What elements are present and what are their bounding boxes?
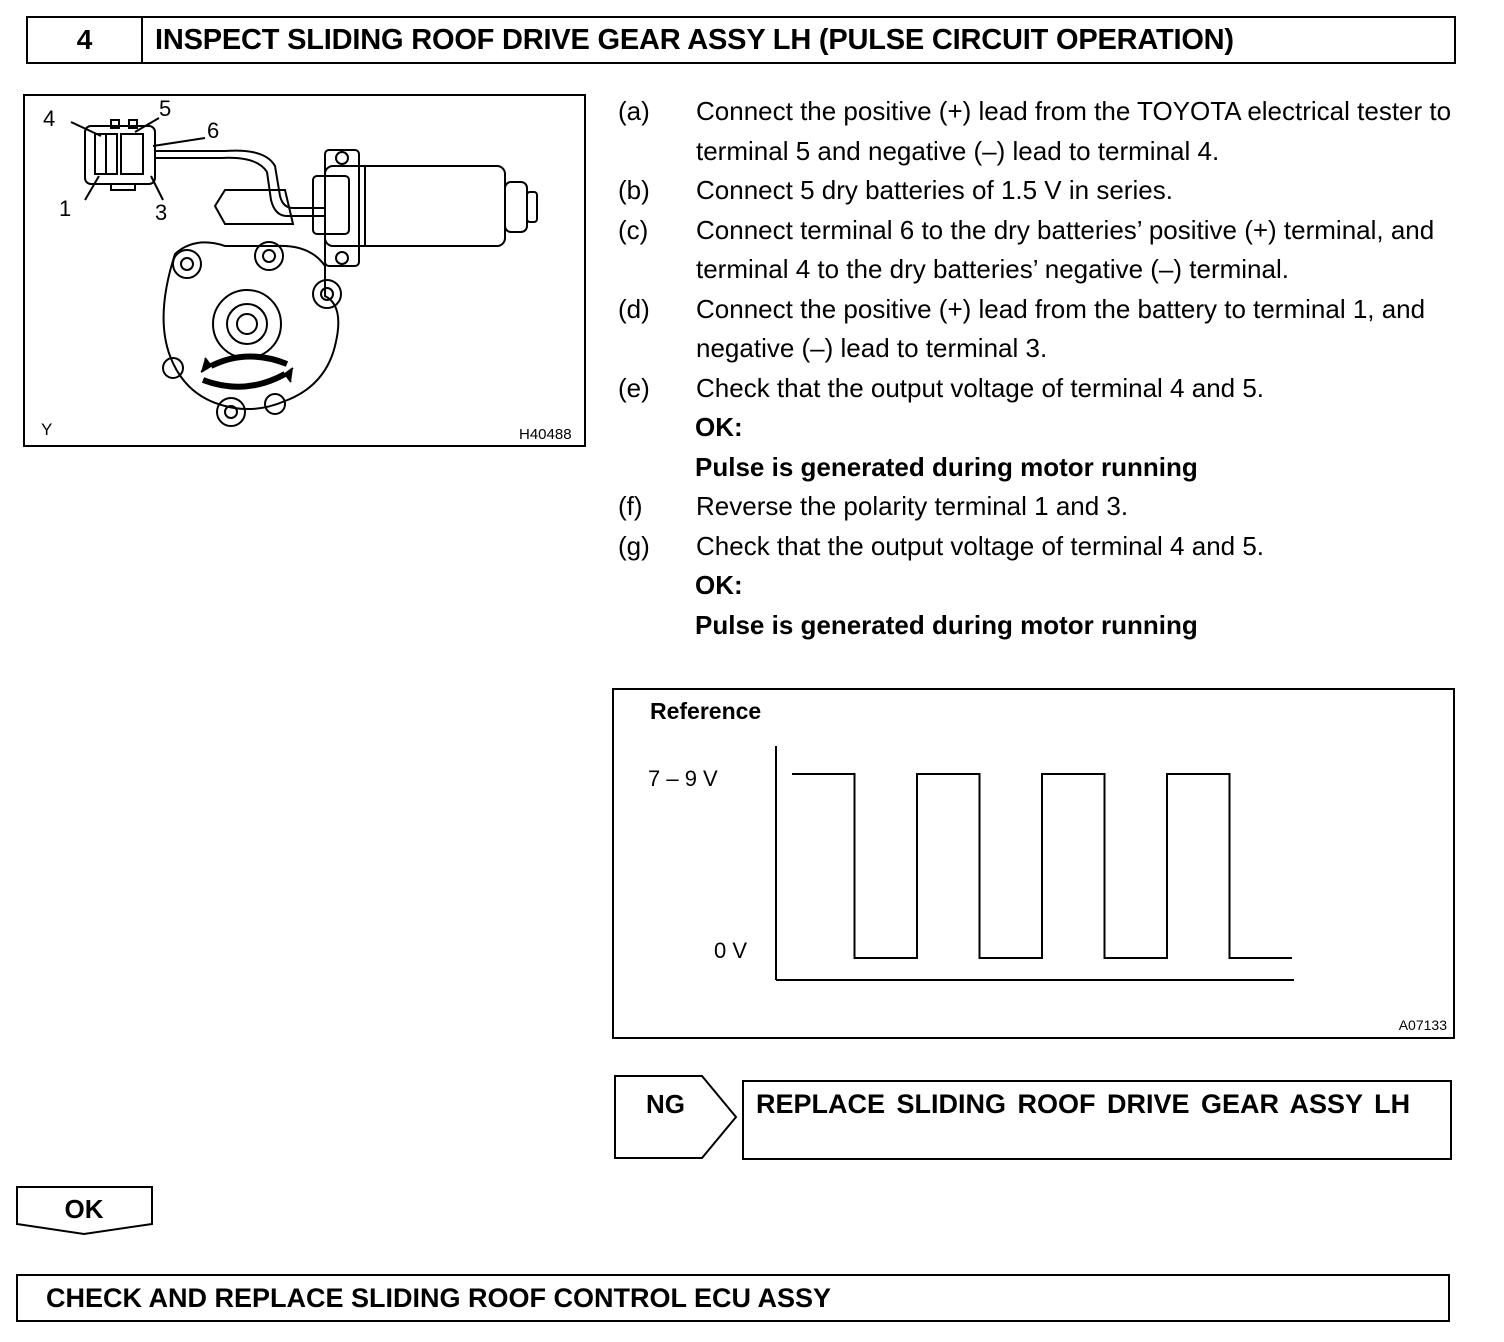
figure-code: H40488 xyxy=(519,426,572,443)
drive-gear-drawing xyxy=(25,96,584,445)
instruction-text: Connect 5 dry batteries of 1.5 V in series. xyxy=(696,175,1173,205)
ok-criteria-label: OK: xyxy=(695,570,743,600)
pulse-series-line xyxy=(792,774,1292,958)
ok-criteria-text: Pulse is generated during motor running xyxy=(695,451,1198,482)
instruction-item xyxy=(614,527,1474,567)
instruction-mark: (d) xyxy=(618,293,650,324)
motor-housing xyxy=(325,166,505,246)
instruction-item xyxy=(614,211,1474,290)
ok-label: OK xyxy=(64,1194,104,1224)
step-number: 4 xyxy=(28,18,143,62)
terminal-label-5: 5 xyxy=(159,96,172,121)
rotation-arrow xyxy=(203,374,285,387)
terminal-label-4: 4 xyxy=(43,106,56,131)
reference-waveform xyxy=(612,688,1455,1039)
instruction-item xyxy=(614,487,1474,527)
instruction-text: Check that the output voltage of terminal 4 and 5. xyxy=(696,530,1265,561)
figure-corner-label: Y xyxy=(41,420,53,439)
instruction-mark: (g) xyxy=(618,530,650,561)
ok-branch-tag xyxy=(16,1186,154,1236)
instruction-text: Connect the positive (+) lead from the battery to terminal 1, and negative (–) lead to terminal 3. xyxy=(696,293,1426,363)
instruction-mark: (a) xyxy=(618,96,650,126)
high-level-label: 7 – 9 V xyxy=(648,766,718,791)
terminal-label-6: 6 xyxy=(207,118,220,143)
instruction-text: Reverse the polarity terminal 1 and 3. xyxy=(696,491,1129,521)
instruction-item xyxy=(614,290,1474,369)
instruction-list xyxy=(614,92,1474,645)
instruction-mark: (b) xyxy=(618,175,650,205)
terminal-label-1: 1 xyxy=(59,196,72,221)
output-gear xyxy=(213,290,281,358)
instruction-text: Connect terminal 6 to the dry batteries’ positive (+) terminal, and terminal 4 to the dry batteries’ negative (–) terminal. xyxy=(696,214,1435,284)
instruction-text: Check that the output voltage of terminal 4 and 5. xyxy=(696,372,1265,403)
instruction-text: Connect the positive (+) lead from the TOYOTA electrical tester to terminal 5 and negative (–) lead to terminal 4. xyxy=(696,96,1452,166)
reference-title: Reference xyxy=(650,698,762,724)
final-action-box: CHECK AND REPLACE SLIDING ROOF CONTROL ECU ASSY xyxy=(16,1274,1450,1322)
instruction-mark: (c) xyxy=(618,214,649,245)
instruction-mark: (f) xyxy=(618,491,643,521)
step-header xyxy=(26,16,1456,64)
ok-criteria-text: Pulse is generated during motor running xyxy=(695,609,1198,640)
instruction-item xyxy=(614,92,1474,171)
reference-code: A07133 xyxy=(1398,1017,1447,1033)
ok-criteria-label: OK: xyxy=(695,412,743,442)
terminal-label-3: 3 xyxy=(155,200,168,225)
instruction-item xyxy=(614,171,1474,211)
low-level-label: 0 V xyxy=(714,938,748,963)
connector-cavity-right xyxy=(121,134,143,174)
waveform-plot xyxy=(614,690,1453,1037)
ng-branch-tag xyxy=(614,1075,738,1159)
drive-gear-illustration xyxy=(23,94,586,447)
instruction-item xyxy=(614,369,1474,409)
ng-action-box: REPLACE SLIDING ROOF DRIVE GEAR ASSY LH xyxy=(742,1080,1452,1160)
ng-label: NG xyxy=(646,1089,685,1119)
step-title: INSPECT SLIDING ROOF DRIVE GEAR ASSY LH (PULSE CIRCUIT OPERATION) xyxy=(155,23,1234,56)
instruction-mark: (e) xyxy=(618,372,650,403)
